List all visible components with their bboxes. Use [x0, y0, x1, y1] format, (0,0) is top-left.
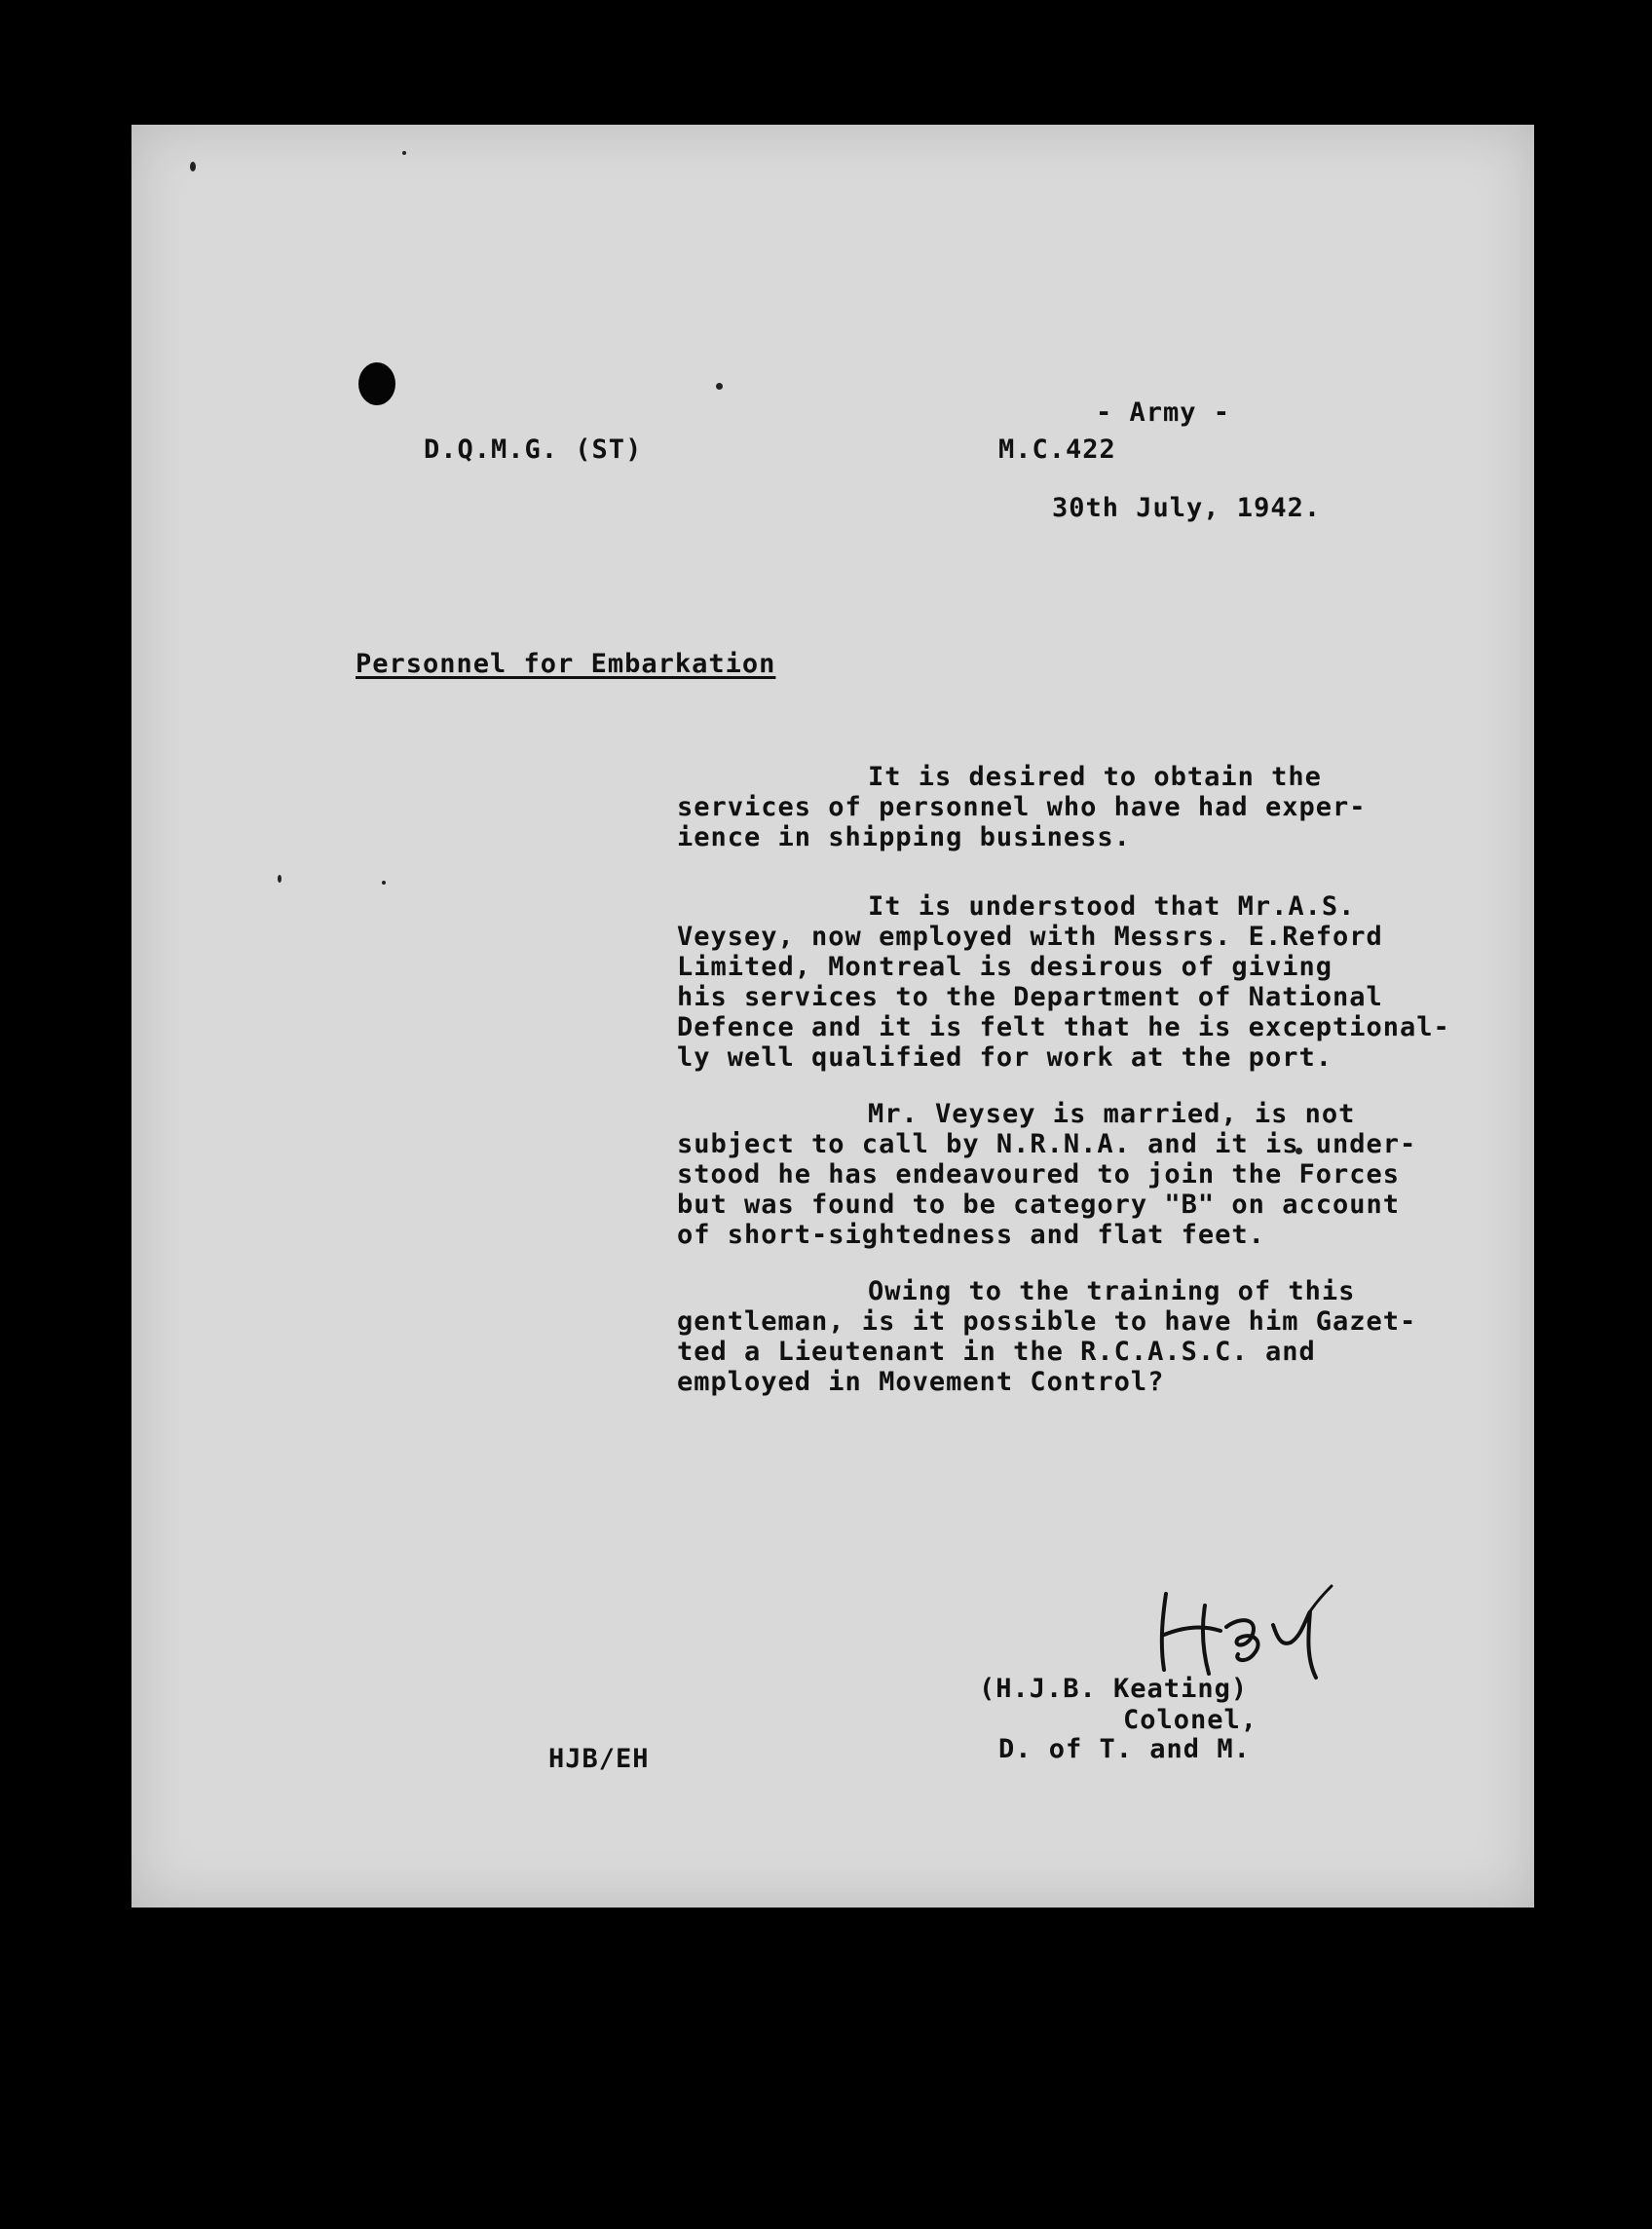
paragraph-line: gentleman, is it possible to have him Gazet- — [677, 1306, 1417, 1337]
paragraph-2 — [677, 891, 1476, 1073]
paragraph-line: Mr. Veysey is married, is not — [868, 1099, 1356, 1129]
addressee: D.Q.M.G. (ST) — [424, 434, 643, 465]
paragraph-line: stood he has endeavoured to join the Forces — [677, 1159, 1400, 1190]
paragraph-line: employed in Movement Control? — [677, 1367, 1165, 1397]
signer-name: (H.J.B. Keating) — [979, 1674, 1249, 1704]
paragraph-line: ly well qualified for work at the port. — [677, 1042, 1333, 1073]
paragraph-line: but was found to be category "B" on account — [677, 1190, 1400, 1220]
paragraph-line: subject to call by N.R.N.A. and it is under- — [677, 1129, 1417, 1159]
subject-line: Personnel for Embarkation — [356, 649, 776, 679]
army-heading: - Army - — [1096, 397, 1231, 428]
paragraph-line: ience in shipping business. — [677, 822, 1131, 852]
paragraph-line: Owing to the training of this — [868, 1276, 1356, 1306]
signer-rank: Colonel, — [1123, 1705, 1258, 1735]
paragraph-4 — [677, 1276, 1476, 1397]
ink-speck — [190, 162, 196, 171]
paragraph-line: Defence and it is felt that he is exceptional- — [677, 1012, 1450, 1042]
paragraph-3 — [677, 1099, 1476, 1250]
paragraph-1 — [677, 762, 1476, 852]
paragraph-line: of short-sightedness and flat feet. — [677, 1220, 1265, 1250]
paragraph-line: Veysey, now employed with Messrs. E.Reford — [677, 922, 1383, 952]
paragraph-line: It is understood that Mr.A.S. — [868, 891, 1356, 922]
letter-date: 30th July, 1942. — [1052, 493, 1322, 523]
punch-hole — [358, 362, 395, 405]
ink-speck — [278, 875, 282, 883]
paragraph-line: his services to the Department of National — [677, 982, 1383, 1012]
ink-speck — [402, 151, 406, 155]
file-reference: M.C.422 — [998, 434, 1116, 465]
paragraph-line: It is desired to obtain the — [868, 762, 1322, 792]
typist-initials: HJB/EH — [548, 1744, 650, 1774]
ink-speck — [382, 881, 386, 885]
letter-page — [131, 125, 1534, 1908]
ink-speck — [716, 383, 723, 390]
signer-title: D. of T. and M. — [998, 1734, 1251, 1764]
handwritten-signature — [1145, 1576, 1359, 1683]
paragraph-line: services of personnel who have had exper- — [677, 792, 1367, 822]
paragraph-line: ted a Lieutenant in the R.C.A.S.C. and — [677, 1337, 1316, 1367]
paragraph-line: Limited, Montreal is desirous of giving — [677, 952, 1333, 982]
